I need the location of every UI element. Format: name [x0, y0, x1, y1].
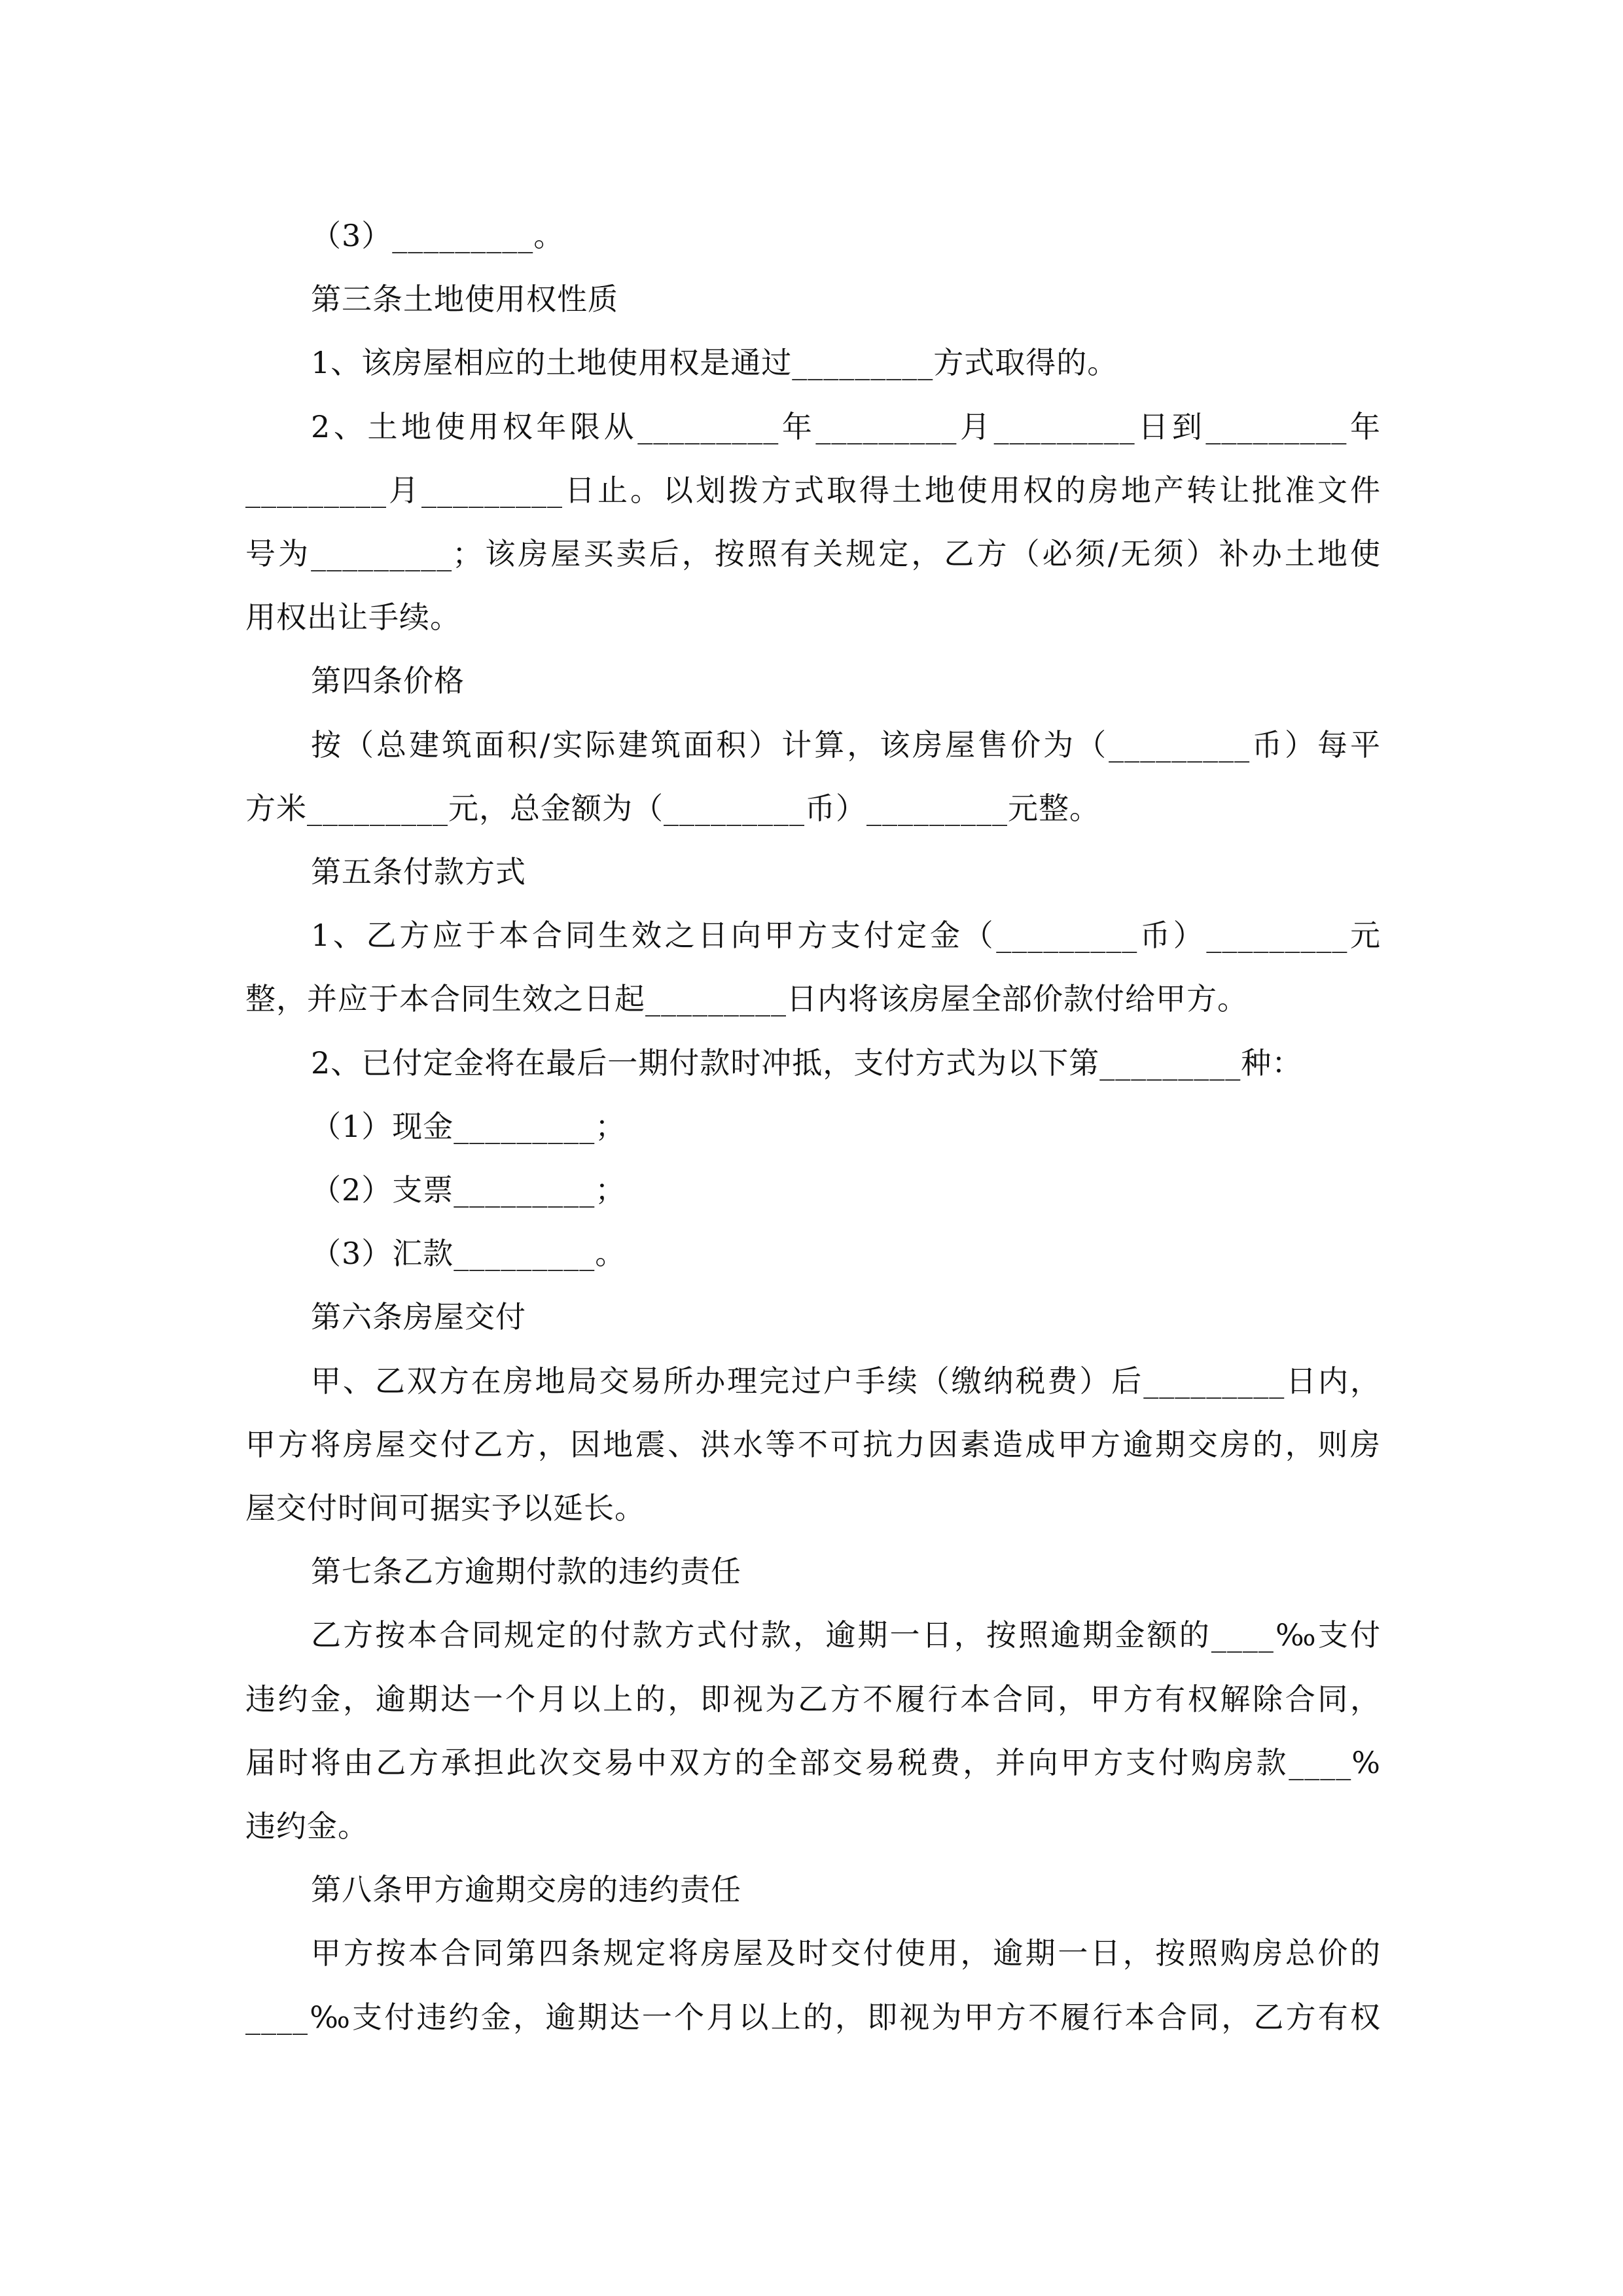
text-line: 2、土地使用权年限从_________年_________月_________日到_________年	[311, 408, 1381, 444]
text-line: 1、乙方应于本合同生效之日向甲方支付定金（_________币）_________元	[311, 918, 1381, 954]
text-line: 第三条土地使用权性质	[311, 281, 618, 317]
text-line: 甲、乙双方在房地局交易所办理完过户手续（缴纳税费）后_________日内，	[311, 1363, 1381, 1399]
text-line: 屋交付时间可据实予以延长。	[245, 1490, 645, 1526]
text-line: _________月_________日止。以划拨方式取得土地使用权的房地产转让批准文件	[245, 472, 1381, 508]
text-line: 1、该房屋相应的土地使用权是通过_________方式取得的。	[311, 345, 1118, 381]
text-line: 第五条付款方式	[311, 854, 526, 890]
text-line: 号为_________；该房屋买卖后，按照有关规定，乙方（必须/无须）补办土地使	[245, 536, 1381, 572]
text-line: 整，并应于本合同生效之日起_________日内将该房屋全部价款付给甲方。	[245, 981, 1248, 1017]
text-line: 用权出让手续。	[245, 600, 461, 636]
text-line: 第七条乙方逾期付款的违约责任	[311, 1554, 741, 1590]
text-line: 甲方按本合同第四条规定将房屋及时交付使用，逾期一日，按照购房总价的	[311, 1935, 1381, 1971]
text-line: 甲方将房屋交付乙方，因地震、洪水等不可抗力因素造成甲方逾期交房的，则房	[245, 1426, 1381, 1462]
text-line: 2、已付定金将在最后一期付款时冲抵，支付方式为以下第_________种：	[311, 1045, 1303, 1081]
text-line: 第六条房屋交付	[311, 1299, 526, 1335]
text-line: 违约金，逾期达一个月以上的，即视为乙方不履行本合同，甲方有权解除合同，	[245, 1681, 1381, 1717]
text-line: 届时将由乙方承担此次交易中双方的全部交易税费，并向甲方支付购房款____%	[245, 1744, 1381, 1780]
text-line: 方米_________元，总金额为（_________币）_________元整。	[245, 790, 1100, 826]
text-line: 按（总建筑面积/实际建筑面积）计算，该房屋售价为（_________币）每平	[311, 726, 1381, 762]
text-line: 第八条甲方逾期交房的违约责任	[311, 1872, 741, 1908]
text-line: ____‰支付违约金，逾期达一个月以上的，即视为甲方不履行本合同，乙方有权	[245, 1999, 1381, 2035]
text-line: （1）现金_________；	[311, 1108, 626, 1144]
document-body	[245, 204, 1381, 2049]
text-line: 乙方按本合同规定的付款方式付款，逾期一日，按照逾期金额的____‰支付	[311, 1617, 1381, 1653]
text-line: 违约金。	[245, 1808, 368, 1844]
text-line: （3）汇款_________。	[311, 1236, 626, 1272]
text-line: 第四条价格	[311, 663, 465, 699]
text-line: （2）支票_________；	[311, 1172, 626, 1208]
text-line: （3）_________。	[311, 218, 565, 253]
